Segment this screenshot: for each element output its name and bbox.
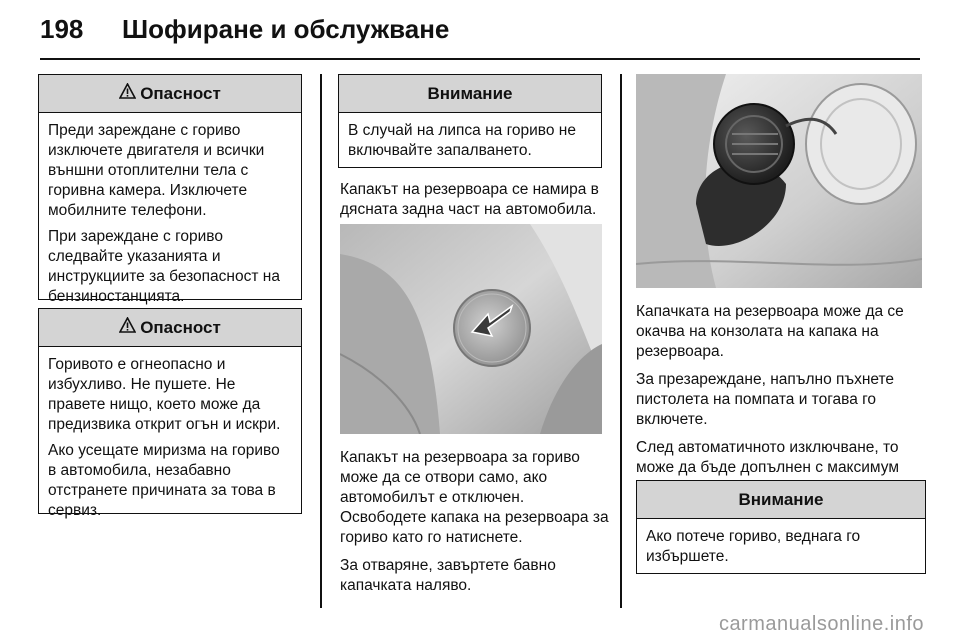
notice-box-header [339,75,601,113]
refueling-paragraph: След автоматичното изключване, то може да бъде допълнен с максимум [636,439,899,476]
header-divider [40,58,920,60]
danger-box-fueling [38,74,302,305]
notice-box-body [637,519,925,575]
column-divider-right [620,74,622,608]
danger-box-header [39,309,301,347]
fuel-flap-location-text: Капакът на резервоара се намира в дясната задна част на автомобила. [340,181,599,218]
fuel-flap-drawing [340,224,602,434]
notice-box-spill [636,480,926,574]
warning-triangle-icon [119,83,136,104]
refueling-paragraph: За презареждане, напълно пъхнете пистолета на помпата и тогава го включете. [636,371,895,428]
danger-box-body [39,347,301,529]
column-divider-left [320,74,322,608]
refueling-instructions [636,302,926,498]
danger-box-flammable [38,308,302,519]
notice-box-header [637,481,925,519]
page-title: Шофиране и обслужване [122,14,450,44]
fuel-cap-illustration [636,74,922,288]
danger-paragraph: При зареждане с гориво следвайте указанията и инструкциите за безопасност на бензиностанцията. [48,228,280,305]
fuel-flap-illustration [340,224,602,434]
danger-paragraph: Ако усещате миризма на гориво в автомобила, незабавно отстранете причината за това в сервиз. [48,442,280,519]
refueling-paragraph: Капачката на резервоара може да се окачва на конзолата на капака на резервоара. [636,303,904,360]
danger-box-body [39,113,301,315]
page-number: 198 [40,14,84,44]
intro-text [340,180,610,220]
watermark: carmanualsonline.info [718,613,924,635]
danger-paragraph: Преди зареждане с гориво изключете двигателя и всички външни отоплителни тела с горивна камера. Изключете мобилните телефони. [48,122,265,219]
danger-paragraph: Горивото е огнеопасно и избухливо. Не пушете. Не правете нищо, което може да предизвика открит огън и искри. [48,356,281,433]
fuel-cap-drawing [636,74,922,288]
notice-box-ignition [338,74,602,168]
opening-paragraph: За отваряне, завъртете бавно капачката наляво. [340,557,556,594]
notice-text: В случай на липса на гориво не включвайте запалването. [348,122,576,159]
page-header [40,14,920,54]
opening-paragraph: Капакът на резервоара за гориво може да се отвори само, ако автомобилът е отключен. Освободете капака на резервоара за гориво като го натиснете. [340,449,609,546]
warning-triangle-icon [119,317,136,338]
opening-instructions [340,448,612,596]
notice-box-title: Внимание [738,489,824,509]
notice-box-title: Внимание [427,83,513,103]
notice-text: Ако потече гориво, веднага го избършете. [646,528,861,565]
danger-box-title: Опасност [140,83,221,103]
notice-box-body [339,113,601,169]
danger-box-header [39,75,301,113]
danger-box-title: Опасност [140,317,221,337]
